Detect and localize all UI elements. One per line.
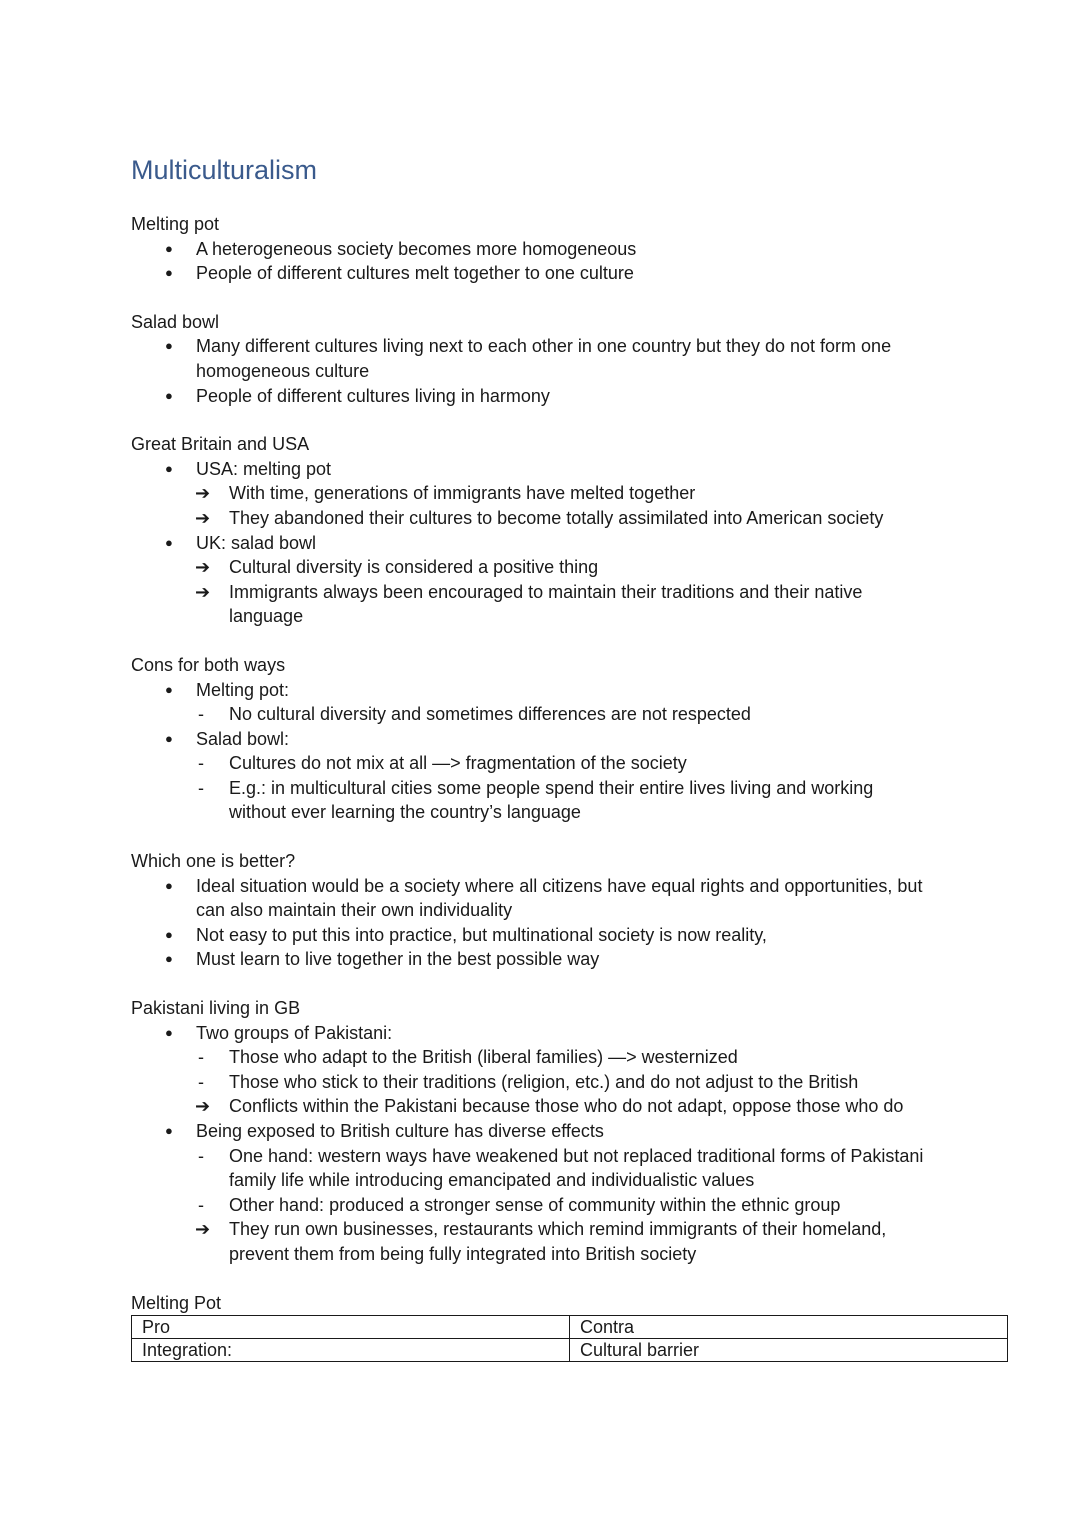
dash-item: - No cultural diversity and sometimes differences are not respected (131, 702, 1011, 727)
table-header-row (132, 1316, 1008, 1339)
section-heading: Which one is better? (131, 851, 296, 872)
bullet-item: ● Melting pot: (131, 678, 1011, 703)
dash-item: - One hand: western ways have weakened but not replaced traditional forms of Pakistani family life while introducing emancipated and individualistic values (131, 1144, 959, 1193)
bullet-item: ● A heterogeneous society becomes more homogeneous (131, 237, 1011, 262)
section-heading: Pakistani living in GB (131, 998, 301, 1019)
table-heading: Melting Pot (131, 1292, 222, 1313)
table-cell: Cultural barrier (570, 1339, 1008, 1362)
section-heading: Melting pot (131, 214, 220, 234)
melting-pot-table-section (131, 1291, 1011, 1363)
bullet-item: ● Not easy to put this into practice, but multinational society is now reality, (131, 923, 1011, 948)
bullet-item: ● Being exposed to British culture has diverse effects (131, 1119, 1011, 1144)
section-heading: Salad bowl (131, 311, 220, 332)
section-pakistani-gb (131, 996, 1011, 1267)
arrow-item: ➔ Conflicts within the Pakistani because those who do not adapt, oppose those who do (131, 1094, 1011, 1119)
dash-item: - E.g.: in multicultural cities some people spend their entire lives living and working without ever learning the country’s language (131, 776, 909, 825)
section-salad-bowl (131, 310, 1011, 408)
dash-item: - Cultures do not mix at all —> fragmentation of the society (131, 751, 1011, 776)
arrow-item: ➔ They abandoned their cultures to become totally assimilated into American society (131, 506, 1011, 531)
table-cell: Pro (132, 1316, 570, 1339)
arrow-item: ➔ Immigrants always been encouraged to maintain their traditions and their native language (131, 580, 899, 629)
bullet-item: ● People of different cultures melt together to one culture (131, 261, 1011, 286)
table-row (132, 1339, 1008, 1362)
bullet-item: ● Must learn to live together in the best possible way (131, 947, 1011, 972)
dash-item: - Those who adapt to the British (liberal families) —> westernized (131, 1045, 1011, 1070)
arrow-item: ➔ Cultural diversity is considered a positive thing (131, 555, 1011, 580)
document-body (131, 212, 1011, 1362)
table-cell: Integration: (132, 1339, 570, 1362)
section-which-better (131, 849, 1011, 972)
bullet-item: ● Two groups of Pakistani: (131, 1021, 1011, 1046)
bullet-item: ● Many different cultures living next to each other in one country but they do not form one homogeneous culture (131, 334, 956, 383)
dash-item: - Those who stick to their traditions (religion, etc.) and do not adjust to the British (131, 1070, 1011, 1095)
bullet-item: ● People of different cultures living in harmony (131, 384, 1011, 409)
dash-item: - Other hand: produced a stronger sense of community within the ethnic group (131, 1193, 1011, 1218)
bullet-item: ● USA: melting pot (131, 457, 1011, 482)
bullet-item: ● Salad bowl: (131, 727, 1011, 752)
section-melting-pot (131, 212, 1011, 286)
arrow-item: ➔ With time, generations of immigrants have melted together (131, 481, 1011, 506)
section-cons (131, 653, 1011, 825)
section-heading: Cons for both ways (131, 654, 286, 675)
pro-contra-table (131, 1315, 1008, 1362)
table-cell: Contra (570, 1316, 1008, 1339)
bullet-item: ● Ideal situation would be a society where all citizens have equal rights and opportunities, but can also maintain their own individuality (131, 874, 956, 923)
section-gb-usa (131, 432, 1011, 629)
bullet-item: ● UK: salad bowl (131, 531, 1011, 556)
arrow-item: ➔ They run own businesses, restaurants which remind immigrants of their homeland, prevent them from being fully integrated into British society (131, 1217, 929, 1266)
page-title: Multiculturalism (131, 155, 318, 185)
section-heading: Great Britain and USA (131, 434, 310, 455)
